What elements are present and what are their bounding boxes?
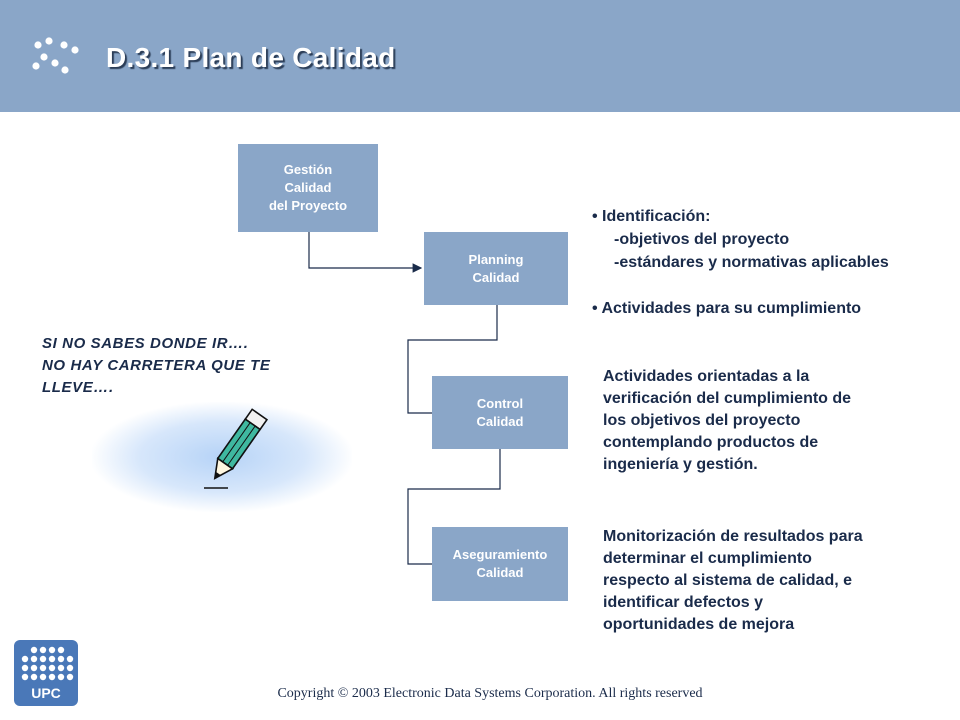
connector-gestion-planning	[309, 232, 421, 268]
box-line: Calidad	[476, 413, 524, 429]
text-line: oportunidades de mejora	[603, 616, 795, 633]
box-line: Planning	[468, 251, 524, 267]
aseguramiento-description	[603, 526, 903, 636]
text-line: verificación del cumplimiento de	[603, 390, 852, 407]
sub-item-estandares: -estándares y normativas aplicables	[614, 254, 889, 271]
text-line: Monitorización de resultados para	[603, 528, 863, 545]
bullet-text: Actividades para su cumplimiento	[601, 300, 862, 317]
slide-title: D.3.1 Plan de Calidad	[106, 42, 396, 73]
bullet-identificacion: • Identificación:	[592, 208, 711, 225]
box-line: del Proyecto	[268, 198, 348, 213]
control-description	[603, 366, 903, 476]
quote-line: NO HAY CARRETERA QUE TE	[42, 357, 271, 374]
text-line: ingeniería y gestión.	[603, 456, 758, 473]
text-line: contemplando productos de	[603, 434, 819, 451]
box-line: Calidad	[284, 180, 332, 195]
quote-text	[42, 333, 342, 399]
sub-item-objetivos: -objetivos del proyecto	[614, 231, 790, 248]
quote-line: SI NO SABES DONDE IR….	[42, 335, 249, 352]
box-line: Control	[476, 395, 524, 411]
box-line: Calidad	[472, 269, 520, 285]
box-planning-calidad	[424, 232, 568, 305]
box-line: Gestión	[283, 162, 333, 177]
pencil-icon	[198, 402, 278, 492]
bullet-text: Identificación:	[602, 208, 711, 225]
copyright-footer: Copyright © 2003 Electronic Data Systems Corporation. All rights reserved	[277, 686, 703, 701]
box-control-calidad	[432, 376, 568, 449]
quote-line: LLEVE….	[42, 379, 114, 396]
text-line: determinar el cumplimiento	[603, 550, 812, 567]
text-line: identificar defectos y	[603, 594, 764, 611]
logo-text: UPC	[31, 685, 61, 701]
planning-description	[592, 205, 952, 320]
text-line: Actividades orientadas a la	[603, 368, 810, 385]
box-aseguramiento-calidad	[432, 527, 568, 601]
text-line: respecto al sistema de calidad, e	[603, 572, 853, 589]
box-line: Calidad	[476, 565, 524, 580]
box-gestion-calidad	[238, 144, 378, 232]
bullet-actividades: • Actividades para su cumplimiento	[592, 300, 862, 317]
box-line: Aseguramiento	[452, 547, 548, 562]
text-line: los objetivos del proyecto	[603, 412, 801, 429]
